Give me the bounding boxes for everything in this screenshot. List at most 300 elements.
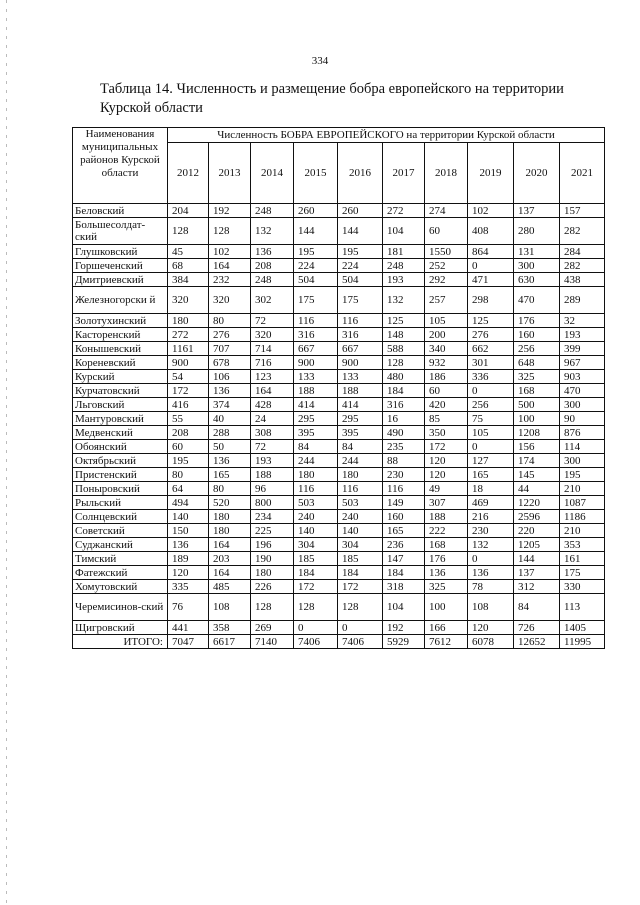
year-header: 2021 (560, 143, 605, 204)
count-cell: 104 (383, 594, 425, 621)
count-cell: 44 (514, 482, 560, 496)
count-cell: 90 (560, 412, 605, 426)
table-row (73, 594, 605, 621)
count-cell: 80 (168, 468, 209, 482)
district-name-header: Наименования муниципальных районов Курской области (73, 128, 168, 204)
count-cell: 244 (338, 454, 383, 468)
count-cell: 193 (560, 328, 605, 342)
count-cell: 80 (209, 314, 251, 328)
count-cell: 128 (209, 218, 251, 245)
count-cell: 145 (514, 468, 560, 482)
count-cell: 133 (294, 370, 338, 384)
count-cell: 318 (383, 580, 425, 594)
count-cell: 900 (294, 356, 338, 370)
count-cell: 284 (560, 245, 605, 259)
count-cell: 75 (468, 412, 514, 426)
count-cell: 224 (338, 259, 383, 273)
count-cell: 176 (425, 552, 468, 566)
count-cell: 128 (338, 594, 383, 621)
count-cell: 180 (251, 566, 294, 580)
count-cell: 234 (251, 510, 294, 524)
count-cell: 18 (468, 482, 514, 496)
count-cell: 128 (294, 594, 338, 621)
district-name: Тимский (73, 552, 168, 566)
count-cell: 504 (338, 273, 383, 287)
count-cell: 106 (209, 370, 251, 384)
count-cell: 196 (251, 538, 294, 552)
count-cell: 184 (294, 566, 338, 580)
year-header: 2014 (251, 143, 294, 204)
count-cell: 193 (383, 273, 425, 287)
count-cell: 172 (168, 384, 209, 398)
count-cell: 140 (338, 524, 383, 538)
district-name: Большесолдат-ский (73, 218, 168, 245)
count-cell: 60 (425, 218, 468, 245)
count-cell: 40 (209, 412, 251, 426)
count-cell: 414 (338, 398, 383, 412)
count-cell: 292 (425, 273, 468, 287)
count-cell: 304 (338, 538, 383, 552)
table-row (73, 454, 605, 468)
count-cell: 108 (209, 594, 251, 621)
count-cell: 96 (251, 482, 294, 496)
count-cell: 188 (251, 468, 294, 482)
count-cell: 300 (560, 398, 605, 412)
count-cell: 116 (338, 482, 383, 496)
count-cell: 200 (425, 328, 468, 342)
count-cell: 374 (209, 398, 251, 412)
district-name: Льговский (73, 398, 168, 412)
count-cell: 244 (294, 454, 338, 468)
count-cell: 494 (168, 496, 209, 510)
table-row (73, 370, 605, 384)
count-cell: 485 (209, 580, 251, 594)
count-cell: 174 (514, 454, 560, 468)
count-cell: 180 (294, 468, 338, 482)
district-name: Глушковский (73, 245, 168, 259)
table-row (73, 538, 605, 552)
count-cell: 707 (209, 342, 251, 356)
table-row (73, 356, 605, 370)
table-row (73, 273, 605, 287)
count-cell: 714 (251, 342, 294, 356)
caption-line-2: Курской области (100, 100, 203, 116)
count-cell: 1205 (514, 538, 560, 552)
count-cell: 108 (468, 594, 514, 621)
count-cell: 131 (514, 245, 560, 259)
count-cell: 116 (383, 482, 425, 496)
count-cell: 164 (209, 538, 251, 552)
table-row (73, 510, 605, 524)
count-cell: 128 (251, 594, 294, 621)
count-cell: 216 (468, 510, 514, 524)
count-cell: 184 (383, 384, 425, 398)
district-name: Горшеченский (73, 259, 168, 273)
district-name: Медвенский (73, 426, 168, 440)
table-row (73, 580, 605, 594)
count-cell: 144 (514, 552, 560, 566)
count-cell: 316 (294, 328, 338, 342)
count-cell: 588 (383, 342, 425, 356)
district-name: Обоянский (73, 440, 168, 454)
count-cell: 480 (383, 370, 425, 384)
count-cell: 260 (294, 204, 338, 218)
count-cell: 320 (251, 328, 294, 342)
count-cell: 320 (168, 287, 209, 314)
count-cell: 132 (383, 287, 425, 314)
count-cell: 967 (560, 356, 605, 370)
count-cell: 176 (514, 314, 560, 328)
district-name: Пристенский (73, 468, 168, 482)
count-cell: 133 (338, 370, 383, 384)
count-cell: 120 (425, 454, 468, 468)
count-cell: 184 (338, 566, 383, 580)
count-cell: 164 (209, 566, 251, 580)
count-cell: 295 (294, 412, 338, 426)
count-cell: 800 (251, 496, 294, 510)
count-cell: 330 (560, 580, 605, 594)
count-cell: 180 (209, 524, 251, 538)
count-cell: 256 (468, 398, 514, 412)
count-cell: 105 (425, 314, 468, 328)
count-cell: 395 (338, 426, 383, 440)
count-cell: 192 (383, 621, 425, 635)
count-cell: 1186 (560, 510, 605, 524)
count-cell: 471 (468, 273, 514, 287)
count-cell: 235 (383, 440, 425, 454)
count-cell: 276 (209, 328, 251, 342)
count-cell: 120 (468, 621, 514, 635)
count-cell: 420 (425, 398, 468, 412)
count-cell: 184 (383, 566, 425, 580)
district-name: Суджанский (73, 538, 168, 552)
count-cell: 80 (209, 482, 251, 496)
table-row (73, 482, 605, 496)
count-cell: 500 (514, 398, 560, 412)
table-row (73, 496, 605, 510)
count-cell: 2596 (514, 510, 560, 524)
year-header: 2017 (383, 143, 425, 204)
count-cell: 64 (168, 482, 209, 496)
count-cell: 180 (168, 314, 209, 328)
page-number: 334 (311, 55, 329, 67)
total-cell: 6078 (468, 635, 514, 649)
total-cell: 7047 (168, 635, 209, 649)
table-row (73, 245, 605, 259)
beaver-population-table (72, 127, 605, 649)
table-row (73, 426, 605, 440)
count-cell: 240 (338, 510, 383, 524)
count-cell: 903 (560, 370, 605, 384)
count-cell: 1550 (425, 245, 468, 259)
count-cell: 350 (425, 426, 468, 440)
year-header: 2019 (468, 143, 514, 204)
count-cell: 257 (425, 287, 468, 314)
count-cell: 165 (209, 468, 251, 482)
table-row (73, 566, 605, 580)
district-name: Курский (73, 370, 168, 384)
count-cell: 120 (425, 468, 468, 482)
count-cell: 136 (209, 454, 251, 468)
count-cell: 144 (294, 218, 338, 245)
total-row (73, 635, 605, 649)
count-cell: 358 (209, 621, 251, 635)
count-cell: 116 (294, 314, 338, 328)
count-cell: 662 (468, 342, 514, 356)
total-label: ИТОГО: (73, 635, 168, 649)
district-name: Кореневский (73, 356, 168, 370)
count-cell: 45 (168, 245, 209, 259)
count-cell: 180 (209, 510, 251, 524)
district-name: Беловский (73, 204, 168, 218)
count-cell: 24 (251, 412, 294, 426)
count-cell: 503 (338, 496, 383, 510)
count-cell: 282 (560, 218, 605, 245)
count-cell: 180 (338, 468, 383, 482)
count-cell: 272 (383, 204, 425, 218)
count-cell: 186 (425, 370, 468, 384)
count-cell: 469 (468, 496, 514, 510)
count-cell: 648 (514, 356, 560, 370)
count-cell: 353 (560, 538, 605, 552)
count-cell: 282 (560, 259, 605, 273)
year-header: 2013 (209, 143, 251, 204)
count-cell: 105 (468, 426, 514, 440)
count-cell: 678 (209, 356, 251, 370)
count-cell: 240 (294, 510, 338, 524)
count-cell: 84 (514, 594, 560, 621)
count-cell: 384 (168, 273, 209, 287)
count-cell: 208 (168, 426, 209, 440)
count-cell: 166 (425, 621, 468, 635)
count-cell: 195 (294, 245, 338, 259)
count-cell: 195 (338, 245, 383, 259)
count-cell: 1405 (560, 621, 605, 635)
total-cell: 11995 (560, 635, 605, 649)
total-cell: 6617 (209, 635, 251, 649)
count-cell: 0 (468, 440, 514, 454)
count-cell: 414 (294, 398, 338, 412)
count-cell: 172 (338, 580, 383, 594)
count-cell: 0 (468, 384, 514, 398)
count-cell: 60 (425, 384, 468, 398)
district-name: Фатежский (73, 566, 168, 580)
count-cell: 185 (294, 552, 338, 566)
count-cell: 148 (383, 328, 425, 342)
year-header: 2015 (294, 143, 338, 204)
count-cell: 252 (425, 259, 468, 273)
count-cell: 325 (425, 580, 468, 594)
count-cell: 193 (251, 454, 294, 468)
count-cell: 301 (468, 356, 514, 370)
count-cell: 175 (338, 287, 383, 314)
year-header: 2016 (338, 143, 383, 204)
total-cell: 7406 (338, 635, 383, 649)
count-cell: 16 (383, 412, 425, 426)
count-cell: 232 (209, 273, 251, 287)
count-cell: 204 (168, 204, 209, 218)
count-cell: 336 (468, 370, 514, 384)
count-cell: 230 (468, 524, 514, 538)
count-cell: 312 (514, 580, 560, 594)
count-cell: 316 (338, 328, 383, 342)
count-cell: 136 (251, 245, 294, 259)
table-row (73, 218, 605, 245)
count-cell: 308 (251, 426, 294, 440)
count-cell: 60 (168, 440, 209, 454)
count-cell: 520 (209, 496, 251, 510)
count-cell: 1208 (514, 426, 560, 440)
count-cell: 188 (425, 510, 468, 524)
count-cell: 168 (514, 384, 560, 398)
count-cell: 128 (168, 218, 209, 245)
count-cell: 136 (468, 566, 514, 580)
count-cell: 136 (209, 384, 251, 398)
count-cell: 295 (338, 412, 383, 426)
table-row (73, 440, 605, 454)
total-cell: 12652 (514, 635, 560, 649)
count-cell: 125 (468, 314, 514, 328)
table-row (73, 314, 605, 328)
count-cell: 150 (168, 524, 209, 538)
district-name: Курчатовский (73, 384, 168, 398)
count-cell: 302 (251, 287, 294, 314)
district-name: Черемисинов-ский (73, 594, 168, 621)
count-cell: 190 (251, 552, 294, 566)
table-row (73, 287, 605, 314)
count-cell: 127 (468, 454, 514, 468)
table-row (73, 328, 605, 342)
count-cell: 175 (560, 566, 605, 580)
count-cell: 114 (560, 440, 605, 454)
district-name: Золотухинский (73, 314, 168, 328)
total-cell: 7140 (251, 635, 294, 649)
count-cell: 136 (425, 566, 468, 580)
count-cell: 32 (560, 314, 605, 328)
count-cell: 76 (168, 594, 209, 621)
district-name: Хомутовский (73, 580, 168, 594)
count-cell: 503 (294, 496, 338, 510)
count-cell: 269 (251, 621, 294, 635)
count-cell: 320 (209, 287, 251, 314)
count-cell: 289 (560, 287, 605, 314)
count-cell: 441 (168, 621, 209, 635)
count-cell: 72 (251, 314, 294, 328)
count-cell: 248 (251, 204, 294, 218)
count-cell: 49 (425, 482, 468, 496)
count-cell: 300 (560, 454, 605, 468)
count-cell: 399 (560, 342, 605, 356)
table-row (73, 384, 605, 398)
count-cell: 137 (514, 566, 560, 580)
count-cell: 55 (168, 412, 209, 426)
count-cell: 316 (383, 398, 425, 412)
count-cell: 100 (514, 412, 560, 426)
count-cell: 136 (168, 538, 209, 552)
count-cell: 932 (425, 356, 468, 370)
count-cell: 408 (468, 218, 514, 245)
count-cell: 438 (560, 273, 605, 287)
table-row (73, 412, 605, 426)
district-name: Мантуровский (73, 412, 168, 426)
count-cell: 189 (168, 552, 209, 566)
count-cell: 864 (468, 245, 514, 259)
count-cell: 248 (383, 259, 425, 273)
district-name: Рыльский (73, 496, 168, 510)
count-cell: 144 (338, 218, 383, 245)
count-cell: 128 (383, 356, 425, 370)
count-cell: 132 (468, 538, 514, 552)
count-cell: 667 (294, 342, 338, 356)
year-header: 2012 (168, 143, 209, 204)
count-cell: 900 (168, 356, 209, 370)
year-header: 2018 (425, 143, 468, 204)
scan-edge-artifact (6, 0, 7, 905)
count-cell: 164 (251, 384, 294, 398)
count-cell: 161 (560, 552, 605, 566)
count-cell: 225 (251, 524, 294, 538)
count-cell: 470 (560, 384, 605, 398)
count-cell: 195 (560, 468, 605, 482)
count-cell: 288 (209, 426, 251, 440)
count-cell: 147 (383, 552, 425, 566)
count-cell: 298 (468, 287, 514, 314)
count-cell: 181 (383, 245, 425, 259)
count-cell: 395 (294, 426, 338, 440)
table-row (73, 524, 605, 538)
count-cell: 900 (338, 356, 383, 370)
count-cell: 84 (294, 440, 338, 454)
count-cell: 274 (425, 204, 468, 218)
table-row (73, 204, 605, 218)
count-cell: 230 (383, 468, 425, 482)
count-cell: 280 (514, 218, 560, 245)
count-cell: 220 (514, 524, 560, 538)
count-cell: 104 (383, 218, 425, 245)
count-cell: 165 (383, 524, 425, 538)
count-cell: 165 (468, 468, 514, 482)
year-header: 2020 (514, 143, 560, 204)
count-cell: 85 (425, 412, 468, 426)
count-cell: 1087 (560, 496, 605, 510)
count-cell: 325 (514, 370, 560, 384)
count-cell: 210 (560, 482, 605, 496)
table-row (73, 621, 605, 635)
count-cell: 276 (468, 328, 514, 342)
count-cell: 164 (209, 259, 251, 273)
count-cell: 113 (560, 594, 605, 621)
count-cell: 272 (168, 328, 209, 342)
table-row (73, 342, 605, 356)
count-cell: 132 (251, 218, 294, 245)
count-cell: 102 (209, 245, 251, 259)
count-cell: 160 (383, 510, 425, 524)
count-cell: 72 (251, 440, 294, 454)
table-row (73, 398, 605, 412)
district-name: Дмитриевский (73, 273, 168, 287)
count-cell: 125 (383, 314, 425, 328)
count-cell: 195 (168, 454, 209, 468)
count-cell: 88 (383, 454, 425, 468)
count-cell: 1161 (168, 342, 209, 356)
district-name: Конышевский (73, 342, 168, 356)
count-cell: 123 (251, 370, 294, 384)
count-cell: 102 (468, 204, 514, 218)
count-cell: 490 (383, 426, 425, 440)
total-cell: 5929 (383, 635, 425, 649)
count-cell: 716 (251, 356, 294, 370)
count-cell: 140 (294, 524, 338, 538)
